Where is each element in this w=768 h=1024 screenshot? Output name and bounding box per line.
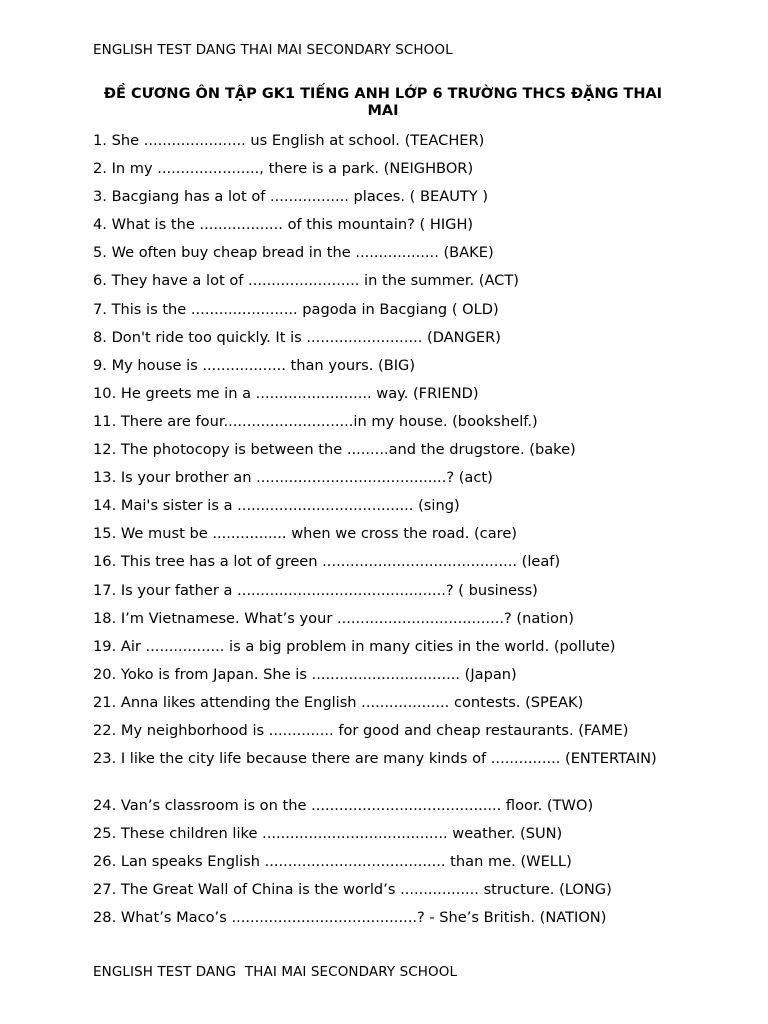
question-item: 8. Don't ride too quickly. It is ......................... (DANGER) <box>93 328 501 346</box>
question-item: 25. These children like ........................................ weather. (SUN) <box>93 824 563 842</box>
question-item: 6. They have a lot of ........................ in the summer. (ACT) <box>93 272 519 290</box>
question-item: 19. Air ................. is a big problem in many cities in the world. (pollute) <box>93 637 616 655</box>
question-item: 23. I like the city life because there are many kinds of ............... (ENTERTAIN) <box>93 750 657 768</box>
question-item: 5. We often buy cheap bread in the .................. (BAKE) <box>93 244 494 262</box>
question-item: 2. In my ......................, there is a park. (NEIGHBOR) <box>93 160 474 178</box>
question-item: 11. There are four............................in my house. (bookshelf.) <box>93 412 538 430</box>
question-item: 9. My house is .................. than yours. (BIG) <box>93 356 416 374</box>
question-item: 20. Yoko is from Japan. She is ................................ (Japan) <box>93 665 517 683</box>
question-item: 27. The Great Wall of China is the world’s ................. structure. (LONG) <box>93 880 612 898</box>
question-item: 28. What’s Maco’s ........................................? - She’s British. (NATION) <box>93 908 607 926</box>
page-footer: ENGLISH TEST DANG THAI MAI SECONDARY SCHOOL <box>93 964 458 980</box>
question-item: 1. She ...................... us English at school. (TEACHER) <box>93 132 485 149</box>
question-item: 16. This tree has a lot of green .......................................... (leaf) <box>93 553 561 571</box>
question-item: 12. The photocopy is between the .........and the drugstore. (bake) <box>93 441 576 459</box>
question-item: 14. Mai's sister is a ...................................... (sing) <box>93 497 460 515</box>
question-item: 24. Van’s classroom is on the ......................................... floor. (TWO) <box>93 796 594 814</box>
document-title: ĐỀ CƯƠNG ÔN TẬP GK1 TIẾNG ANH LỚP 6 TRƯỜNG THCS ĐẶNG THAI MAI <box>103 86 663 119</box>
question-item: 10. He greets me in a ......................... way. (FRIEND) <box>93 384 479 402</box>
page-header: ENGLISH TEST DANG THAI MAI SECONDARY SCHOOL <box>93 42 453 58</box>
question-item: 13. Is your brother an .........................................? (act) <box>93 469 493 487</box>
question-item: 4. What is the .................. of this mountain? ( HIGH) <box>93 216 474 234</box>
question-item: 7. This is the ....................... pagoda in Bacgiang ( OLD) <box>93 300 499 318</box>
question-list <box>93 132 683 937</box>
question-item: 15. We must be ................ when we cross the road. (care) <box>93 525 517 543</box>
question-item: 18. I’m Vietnamese. What’s your ....................................? (nation) <box>93 609 574 627</box>
question-item: 21. Anna likes attending the English ................... contests. (SPEAK) <box>93 693 584 711</box>
question-item: 3. Bacgiang has a lot of ................. places. ( BEAUTY ) <box>93 188 489 206</box>
question-item: 22. My neighborhood is .............. for good and cheap restaurants. (FAME) <box>93 721 629 739</box>
question-item: 17. Is your father a .............................................? ( business) <box>93 581 538 599</box>
question-item: 26. Lan speaks English ....................................... than me. (WELL) <box>93 852 572 870</box>
